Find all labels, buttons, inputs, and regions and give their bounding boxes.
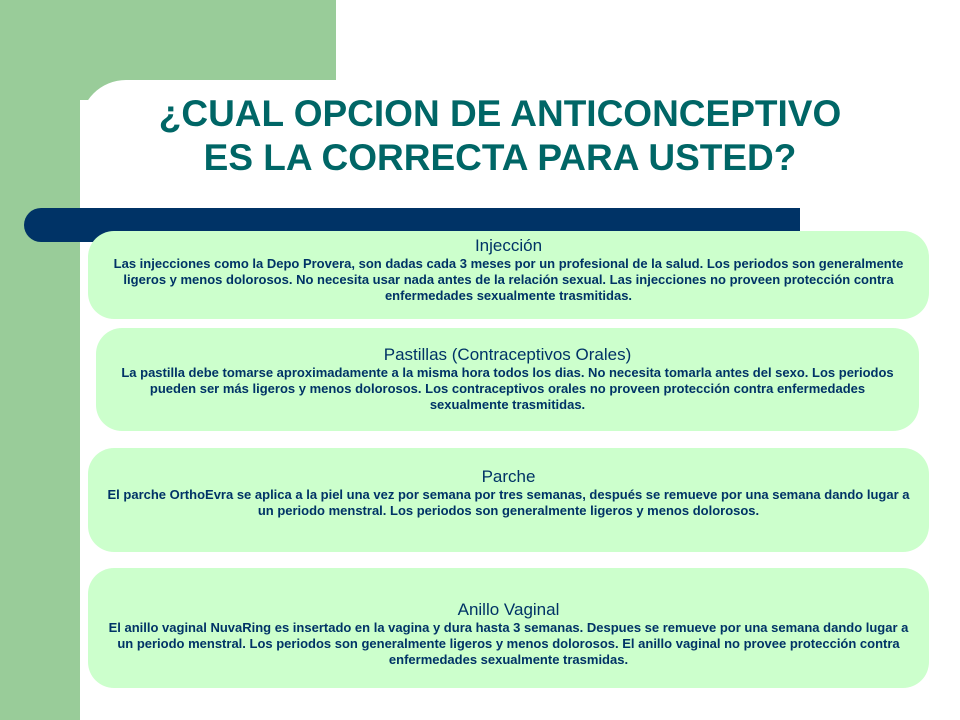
card-pills [96, 328, 919, 431]
slide-title [90, 92, 910, 180]
card-title: Parche [481, 467, 536, 486]
card-vaginal-ring [88, 568, 929, 688]
card-body: La pastilla debe tomarse aproximadamente a la misma hora todos los dias. No necesita tomarla antes del sexo. Los periodos pueden ser más ligeros y menos dolorosos. Los contraceptivos orales no proveen protección contra enfermedades sexualmente trasmitidas. [121, 365, 894, 412]
decorative-green-band-left [0, 0, 80, 720]
card-injection [88, 231, 929, 319]
card-body: El parche OrthoEvra se aplica a la piel una vez por semana por tres semanas, después se remueve por una semana dando lugar a un periodo menstral. Los periodos son generalmente ligeros y menos dolorosos. [107, 487, 910, 518]
card-title: Injección [474, 236, 543, 255]
card-title: Anillo Vaginal [457, 600, 560, 619]
card-title: Pastillas (Contraceptivos Orales) [383, 345, 632, 364]
slide-title-line-2: ES LA CORRECTA PARA USTED? [203, 137, 797, 178]
card-body: El anillo vaginal NuvaRing es insertado en la vagina y dura hasta 3 semanas. Despues se remueve por una semana dando lugar a un periodo menstral. Los periodos son generalmente ligeros y menos dolorosos. El anillo vaginal no provee protección contra enfermedades sexualmente trasmidas. [108, 620, 909, 667]
card-patch [88, 448, 929, 552]
slide-title-line-1: ¿CUAL OPCION DE ANTICONCEPTIVO [158, 93, 842, 134]
card-body: Las injecciones como la Depo Provera, son dadas cada 3 meses por un profesional de la salud. Los periodos son generalmente ligeros y menos dolorosos. No necesita usar nada antes de la relación sexual. Las injecciones no proveen protección contra enfermedades sexualmente trasmitidas. [113, 256, 904, 303]
